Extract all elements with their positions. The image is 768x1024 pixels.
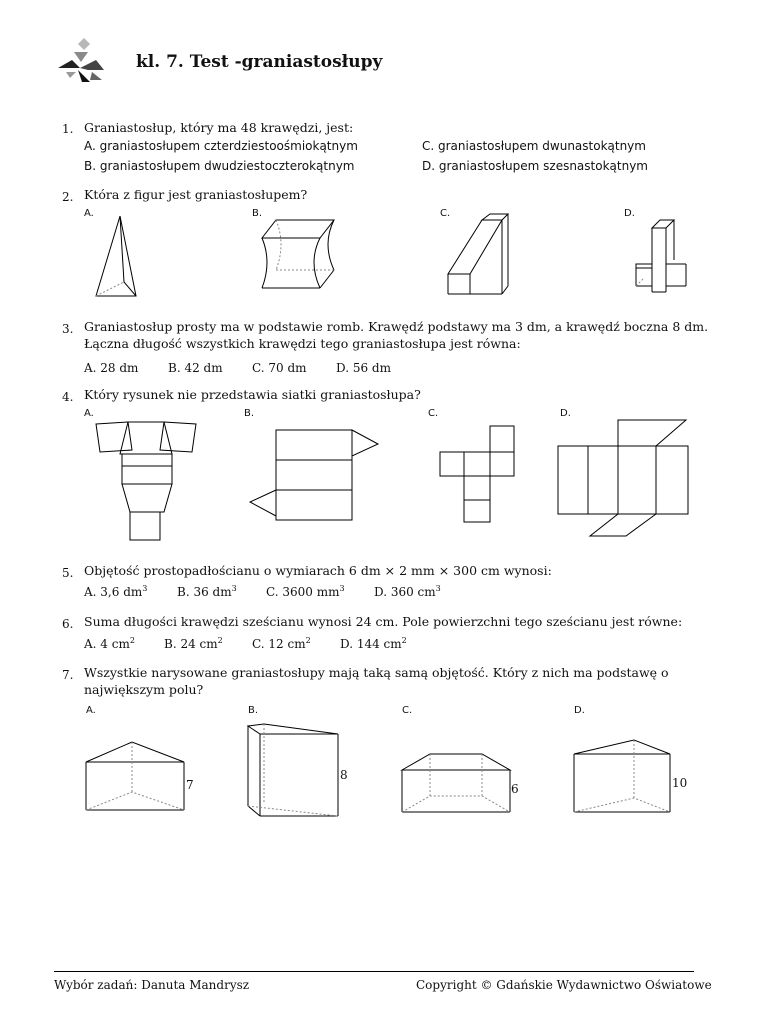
net-figure-b[interactable]: [248, 426, 382, 524]
question-text: Graniastosłup, który ma 48 krawędzi, jest:: [84, 120, 354, 135]
question-text: Który rysunek nie przedstawia siatki graniastosłupa?: [84, 387, 421, 402]
height-label-d: 10: [672, 776, 688, 790]
answer-option-c-text: C. 3600 mm: [266, 585, 340, 599]
answer-option-a[interactable]: [84, 637, 135, 651]
answer-option-b-text: B. 36 dm: [177, 585, 232, 599]
figure-label-a[interactable]: A.: [84, 408, 94, 419]
answer-option-d-text: D. 360 cm: [374, 585, 436, 599]
slanted-solid-figure[interactable]: [446, 214, 516, 298]
net-figure-a[interactable]: [92, 416, 202, 542]
question-text: Która z figur jest graniastosłupem?: [84, 187, 308, 202]
unit-exponent: 2: [129, 636, 135, 645]
answer-option-a-text: A. 3,6 dm: [84, 585, 143, 599]
pyramid-figure[interactable]: [92, 214, 152, 300]
figure-label-c[interactable]: C.: [402, 705, 413, 716]
question-number: 7.: [62, 668, 74, 682]
page-title: kl. 7. Test -graniastosłupy: [136, 52, 383, 72]
figure-label-a[interactable]: A.: [86, 705, 96, 716]
curved-solid-figure[interactable]: [256, 216, 336, 298]
answer-option-c-text: C. 12 cm: [252, 637, 306, 651]
question-number: 3.: [62, 322, 74, 336]
figure-label-c[interactable]: C.: [428, 408, 439, 419]
question-number: 2.: [62, 190, 74, 204]
answer-option-a-text: A. 4 cm: [84, 637, 130, 651]
prism-figure-a[interactable]: [84, 728, 186, 814]
question-text: Objętość prostopadłościanu o wymiarach 6 dm × 2 mm × 300 cm wynosi:: [84, 563, 552, 578]
footer-author: Wybór zadań: Danuta Mandrysz: [54, 978, 250, 992]
figure-label-b[interactable]: B.: [244, 408, 255, 419]
answer-option-d[interactable]: [340, 637, 407, 651]
answer-option-b[interactable]: [177, 585, 237, 599]
figure-label-b[interactable]: B.: [248, 705, 259, 716]
answer-option-c[interactable]: [266, 585, 345, 599]
answer-option-a[interactable]: [84, 585, 147, 599]
question-number: 6.: [62, 617, 74, 631]
net-figure-c[interactable]: [436, 424, 518, 524]
unit-exponent: 2: [305, 636, 311, 645]
prism-figure-d[interactable]: [572, 738, 672, 816]
figure-label-d[interactable]: D.: [624, 208, 635, 219]
answer-option-b[interactable]: B. 42 dm: [168, 361, 223, 375]
figure-label-c[interactable]: C.: [440, 208, 451, 219]
height-label-c: 6: [511, 782, 519, 796]
answer-option-c[interactable]: [252, 637, 311, 651]
cross-solid-figure[interactable]: [634, 218, 692, 294]
question-number: 4.: [62, 390, 74, 404]
figure-label-b[interactable]: B.: [252, 208, 263, 219]
question-text: Suma długości krawędzi sześcianu wynosi 24 cm. Pole powierzchni tego sześcianu jest równe:: [84, 614, 683, 629]
prism-figure-c[interactable]: [400, 750, 512, 816]
prism-figure-b[interactable]: [246, 722, 340, 820]
figure-label-d[interactable]: D.: [560, 408, 571, 419]
answer-option-d[interactable]: D. 56 dm: [336, 361, 391, 375]
unit-exponent: 2: [401, 636, 407, 645]
question-text: Wszystkie narysowane graniastosłupy mają taką samą objętość. Który z nich ma podstawę o największym polu?: [84, 665, 669, 697]
answer-option-b[interactable]: B. graniastosłupem dwudziestoczterokątnym: [84, 159, 355, 173]
question-number: 5.: [62, 566, 74, 580]
answer-option-c[interactable]: C. graniastosłupem dwunastokątnym: [422, 139, 646, 153]
publisher-logo: [56, 38, 106, 82]
footer-divider: [54, 971, 694, 972]
answer-option-b[interactable]: [164, 637, 223, 651]
unit-exponent: 3: [231, 584, 237, 593]
figure-label-d[interactable]: D.: [574, 705, 585, 716]
answer-option-b-text: B. 24 cm: [164, 637, 218, 651]
height-label-a: 7: [186, 778, 194, 792]
answer-option-a[interactable]: A. 28 dm: [84, 361, 139, 375]
unit-exponent: 2: [217, 636, 223, 645]
answer-option-d[interactable]: D. graniastosłupem szesnastokątnym: [422, 159, 648, 173]
unit-exponent: 3: [142, 584, 148, 593]
answer-option-d-text: D. 144 cm: [340, 637, 402, 651]
height-label-b: 8: [340, 768, 348, 782]
figure-label-a[interactable]: A.: [84, 208, 94, 219]
question-text: Graniastosłup prosty ma w podstawie romb. Krawędź podstawy ma 3 dm, a krawędź boczna 8 dm. Łączna długość wszystkich krawędzi tego graniastosłupa jest równa:: [84, 319, 709, 351]
answer-option-d[interactable]: [374, 585, 441, 599]
unit-exponent: 3: [339, 584, 345, 593]
footer-copyright: Copyright © Gdańskie Wydawnictwo Oświatowe: [416, 978, 712, 992]
question-number: 1.: [62, 122, 74, 136]
answer-option-c[interactable]: C. 70 dm: [252, 361, 307, 375]
unit-exponent: 3: [435, 584, 441, 593]
answer-option-a[interactable]: A. graniastosłupem czterdziestoośmiokątnym: [84, 139, 358, 153]
net-figure-d[interactable]: [556, 416, 692, 540]
